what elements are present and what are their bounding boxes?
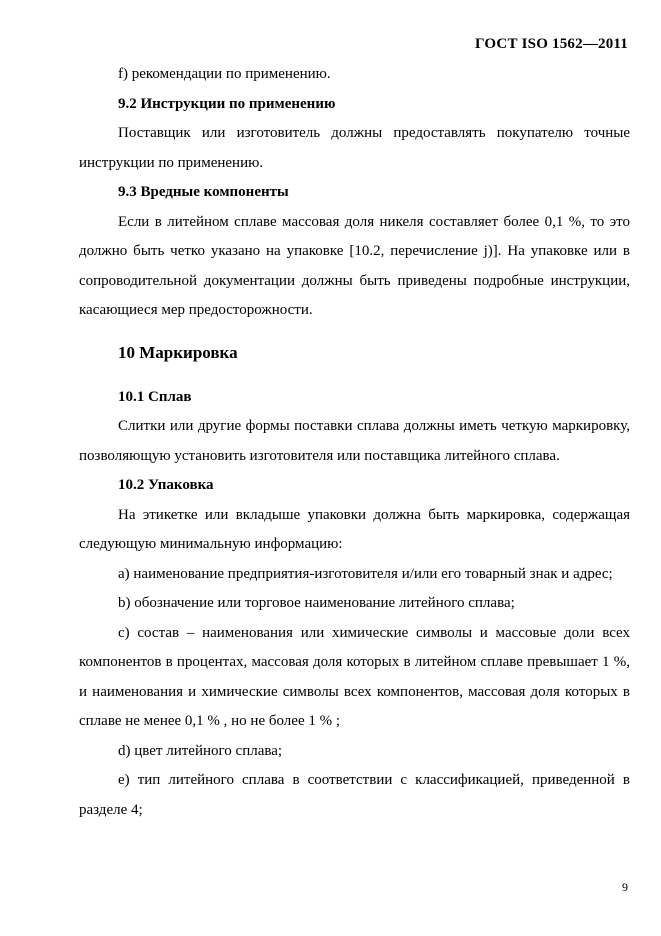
list-item-c: c) состав – наименования или химические символы и массовые доли всех компонентов в процентах, массовая доля которых в литейном сплаве превышает 1 %, и наименования и химические символы всех компонентов, массовая доля которых в сплаве не менее 0,1 % , но не более 1 % ; — [79, 624, 630, 729]
section-10-2-heading: 10.2 Упаковка — [118, 477, 214, 493]
list-item-f: f) рекомендации по применению. — [118, 66, 331, 82]
section-9-2-text: Поставщик или изготовитель должны предоставлять покупателю точные инструкции по применению. — [79, 125, 630, 171]
list-item-d: d) цвет литейного сплава; — [118, 742, 283, 759]
section-9-2-heading: 9.2 Инструкции по применению — [118, 95, 336, 112]
section-10-1-text: Слитки или другие формы поставки сплава должны иметь четкую маркировку, позволяющую установить изготовителя или поставщика литейного сплава. — [79, 418, 630, 464]
section-9-3-heading: 9.3 Вредные компоненты — [118, 184, 289, 200]
list-item-a: а) наименование предприятия-изготовителя и/или его товарный знак и адрес; — [118, 565, 613, 582]
section-10-heading: 10 Маркировка — [118, 342, 238, 362]
document-header: ГОСТ ISO 1562—2011 — [475, 36, 628, 52]
list-item-b: b) обозначение или торговое наименование литейного сплава; — [118, 595, 515, 611]
section-10-2-intro: На этикетке или вкладыше упаковки должна быть маркировка, содержащая следующую минимальную информацию: — [79, 506, 630, 552]
document-body — [79, 60, 630, 825]
section-10-1-heading: 10.1 Сплав — [118, 388, 192, 405]
page-number: 9 — [622, 880, 628, 894]
section-9-3-text: Если в литейном сплаве массовая доля никеля составляет более 0,1 %, то это должно быть четко указано на упаковке [10.2, перечисление j)]. На упаковке или в сопроводительной документации должны быть приведены подробные инструкции, касающиеся мер предосторожности. — [79, 213, 630, 318]
list-item-e: e) тип литейного сплава в соответствии с классификацией, приведенной в разделе 4; — [79, 772, 630, 818]
